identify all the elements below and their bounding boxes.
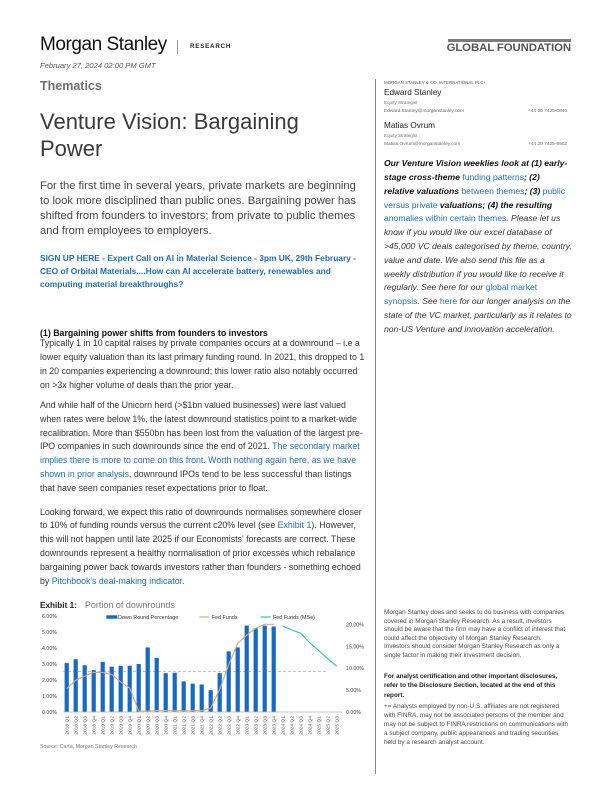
right-axis-tick-label: 5.00%: [346, 687, 362, 694]
left-axis-tick-label: 0.00%: [41, 709, 57, 716]
analyst-phone: +44 20 7425-0840: [528, 109, 568, 114]
x-axis-tick-label: 2019 Q1: [101, 716, 107, 735]
division-label: RESEARCH: [190, 43, 232, 50]
bar-down_round: [119, 666, 123, 712]
bar-down_round: [146, 647, 150, 712]
column-divider: [375, 79, 376, 774]
x-axis-tick-label: 2018 Q1: [65, 716, 71, 735]
x-axis-tick-label: 2025 Q3: [335, 716, 341, 735]
x-axis-tick-label: 2024 Q2: [290, 716, 296, 735]
bar-down_round: [272, 626, 276, 712]
summary: For the first time in several years, private markets are beginning to look more disciplined than public ones. Bargaining power has shifted from founders to investors; from private to public themes and from employees to employers.: [40, 180, 356, 237]
bar-down_round: [245, 626, 249, 712]
bar-down_round: [74, 659, 78, 712]
x-axis-tick-label: 2018 Q2: [74, 716, 80, 735]
x-axis-tick-label: 2019 Q4: [128, 716, 134, 735]
exhibit-title: Portion of downrounds: [84, 600, 175, 610]
blurb-text: ; (3): [524, 185, 543, 196]
analyst-org: MORGAN STANLEY & CO. INTERNATIONAL PLC+: [384, 80, 486, 85]
series-label: GLOBAL FOUNDATION: [446, 42, 571, 54]
section-heading: (1) Bargaining power shifts from founders to investors: [40, 328, 268, 338]
bar-down_round: [110, 667, 114, 712]
x-axis-tick-label: 2021 Q2: [182, 716, 188, 735]
legend-label-fed_funds: Fed Funds: [211, 615, 238, 621]
paragraph-3: [40, 506, 366, 589]
paragraph-text: Looking forward, we expect this ratio of downrounds normalises somewhere closer to 10% of funding rounds versus the current c20% level (see: [40, 506, 362, 531]
legend-label-down_round: Down Round Percentage: [118, 615, 179, 621]
paragraph-text: And while half of the Unicorn herd (>$1bn valued businesses) were last valued when rates were below 1%, the latest downround statistics point to a market-wide recalibration. More than $550bn has been lost from the valuation of the largest pre-IPO companies in such downrounds since the end of 2021.: [40, 400, 363, 452]
analyst-role: Equity Strategist: [384, 133, 418, 138]
left-axis-tick-label: 1.00%: [41, 693, 57, 700]
left-axis-tick-label: 2.00%: [41, 677, 57, 684]
funding-patterns-link[interactable]: funding patterns: [462, 172, 524, 183]
chart-source: Source: Carta, Morgan Stanley Research: [40, 744, 137, 750]
category-label: Thematics: [40, 78, 102, 93]
right-axis-tick-label: 10.00%: [346, 666, 364, 673]
paragraph-text: .: [182, 575, 185, 586]
left-axis-tick-label: 5.00%: [41, 629, 57, 636]
x-axis-tick-label: 2022 Q1: [209, 716, 215, 735]
between-themes-link[interactable]: between themes: [461, 185, 525, 196]
blurb-text: for our longer analysis on the state of the VC market, particularly as it relates to non-US Venture and innovation acceleration.: [384, 296, 572, 334]
analyst-email-link[interactable]: Matias.Ovrum@morganstanley.com: [384, 141, 461, 147]
line-fed_funds_mse: [283, 626, 337, 666]
bar-down_round: [173, 673, 177, 712]
analyst-name: Matias Ovrum: [384, 121, 435, 130]
legend-label-fed_funds_mse: Fed Funds (MSe): [273, 615, 315, 621]
bar-down_round: [155, 658, 159, 712]
certification-disclosure: For analyst certification and other important disclosures, refer to the Disclosure Section, located at the end of this report.: [384, 673, 558, 699]
x-axis-tick-label: 2020 Q4: [164, 716, 170, 735]
right-axis-tick-label: 0.00%: [346, 709, 362, 716]
finra-disclosure: += Analysts employed by non-U.S. affiliates are not registered with FINRA, may not be associated persons of the member and may not be subject to FINRA restrictions on communications with a subject company, public appearances and trading securities held by a research analyst account.: [384, 703, 568, 747]
blurb-text: . Please let us know if you would like our excel database of >45,000 VC deals categorised by theme, country, value and date. We also send this file as a weekly distribution if you would like to receive it regularly. See here for our: [384, 213, 572, 293]
x-axis-tick-label: 2024 Q4: [308, 716, 314, 735]
venture-vision-blurb: [384, 157, 572, 336]
x-axis-tick-label: 2022 Q2: [218, 716, 224, 735]
x-axis-tick-label: 2022 Q3: [227, 716, 233, 735]
conflict-disclosure: Morgan Stanley does and seeks to do business with companies covered in Morgan Stanley Research. As a result, investors should be aware that the firm may have a conflict of interest that could affect the objectivity of Morgan Stanley Research. Investors should consider Morgan Stanley Research as only a single factor in making their investment decision.: [384, 609, 566, 659]
bar-down_round: [254, 628, 258, 712]
paragraph-2: [40, 399, 366, 496]
logo-divider: [177, 40, 178, 54]
blurb-text: ; (2) relative valuations: [384, 172, 540, 196]
paragraph-text: , downround IPOs tend to be less successful than listings that have seen companies reset expectations prior to float.: [40, 468, 352, 493]
left-axis-tick-label: 4.00%: [41, 645, 57, 652]
paragraph-1: [40, 337, 366, 392]
bar-down_round: [164, 673, 168, 712]
x-axis-tick-label: 2021 Q1: [173, 716, 179, 735]
x-axis-tick-label: 2019 Q3: [119, 716, 125, 735]
right-axis-tick-label: 15.00%: [346, 644, 364, 651]
exhibit-label: Exhibit 1:: [40, 601, 77, 610]
analyst-role: Equity Strategist: [384, 100, 418, 105]
public-vs-private-link[interactable]: public versus private: [384, 185, 566, 210]
paragraph-text: ). However, this will not happen until late 2025 if our Economists' forecasts are correct. These downrounds represent a healthy normalisation of prior excesses which rebalance bargaining power back towards investors rather than founders - something echoed by: [40, 520, 361, 586]
bar-down_round: [101, 662, 105, 712]
global-market-synopsis-link[interactable]: global market synopsis: [384, 282, 538, 307]
exhibit-1-link[interactable]: Exhibit 1: [277, 520, 312, 531]
bar-down_round: [236, 647, 240, 712]
bar-down_round: [182, 681, 186, 712]
x-axis-tick-label: 2024 Q1: [281, 716, 287, 735]
x-axis-tick-label: 2020 Q3: [155, 716, 161, 735]
x-axis-tick-label: 2023 Q4: [272, 716, 278, 735]
secondary-market-link[interactable]: The secondary market implies there is more to come on this front. Worth nothing again here, as we have shown in prior analysis: [40, 441, 360, 479]
x-axis-tick-label: 2024 Q3: [299, 716, 305, 735]
x-axis-tick-label: 2020 Q2: [146, 716, 152, 735]
report-title: Venture Vision: Bargaining Power: [40, 109, 299, 161]
bar-down_round: [200, 685, 204, 712]
x-axis-tick-label: 2018 Q4: [92, 716, 98, 735]
bar-down_round: [191, 684, 195, 712]
right-axis-tick-label: 20.00%: [346, 622, 364, 629]
x-axis-tick-label: 2025 Q2: [326, 716, 332, 735]
x-axis-tick-label: 2020 Q1: [137, 716, 143, 735]
left-axis-tick-label: 3.00%: [41, 661, 57, 668]
chart-plot: [30, 606, 375, 751]
longer-analysis-link[interactable]: here: [439, 296, 458, 307]
publish-date: February 27, 2024 02:00 PM GMT: [40, 61, 156, 70]
signup-link[interactable]: SIGN UP HERE - Expert Call on AI in Material Science - 3pm UK, 29th February - CEO of Orbital Materials....How can AI accelerate battery, renewables and computing material breakthroughs?: [40, 252, 357, 290]
x-axis-tick-label: 2023 Q3: [263, 716, 269, 735]
x-axis-tick-label: 2021 Q3: [191, 716, 197, 735]
analyst-phone: +44 20 7425-9902: [528, 141, 568, 147]
blurb-text: . See: [417, 296, 440, 307]
x-axis-tick-label: 2018 Q3: [83, 716, 89, 735]
pitchbook-indicator-link[interactable]: Pitchbook's deal-making indicator: [51, 575, 183, 586]
anomalies-link[interactable]: anomalies within certain themes: [384, 213, 507, 224]
paragraph-text: Typically 1 in 10 capital raises by private companies occurs at a downround – i.e a lower equity valuation than its last primary funding round. In 2021, this dropped to 1 in 20 companies experiencing a downround; this lower ratio also notably occurred on >3x higher volume of deals than the prior year.: [40, 338, 365, 390]
x-axis-tick-label: 2025 Q1: [317, 716, 323, 735]
line-fed_funds: [67, 624, 274, 711]
x-axis-tick-label: 2022 Q4: [236, 716, 242, 735]
bar-down_round: [137, 664, 141, 712]
left-axis-tick-label: 6.00%: [41, 613, 57, 620]
bar-down_round: [92, 670, 96, 712]
analyst-name: Edward Stanley: [384, 88, 442, 97]
analyst-email-link[interactable]: Edward.Stanley@morganstanley.com: [384, 109, 464, 114]
blurb-text: valuations; (4) the resulting: [437, 199, 553, 210]
legend-swatch-down_round: [106, 615, 117, 618]
x-axis-tick-label: 2023 Q2: [254, 716, 260, 735]
brand-logo: Morgan Stanley: [40, 34, 167, 55]
x-axis-tick-label: 2023 Q1: [245, 716, 251, 735]
bar-down_round: [83, 665, 87, 712]
blurb-text: Our Venture Vision weeklies look at (1) early-stage cross-theme: [384, 158, 568, 183]
x-axis-tick-label: 2019 Q2: [110, 716, 116, 735]
bar-down_round: [263, 626, 267, 712]
x-axis-tick-label: 2021 Q4: [200, 716, 206, 735]
